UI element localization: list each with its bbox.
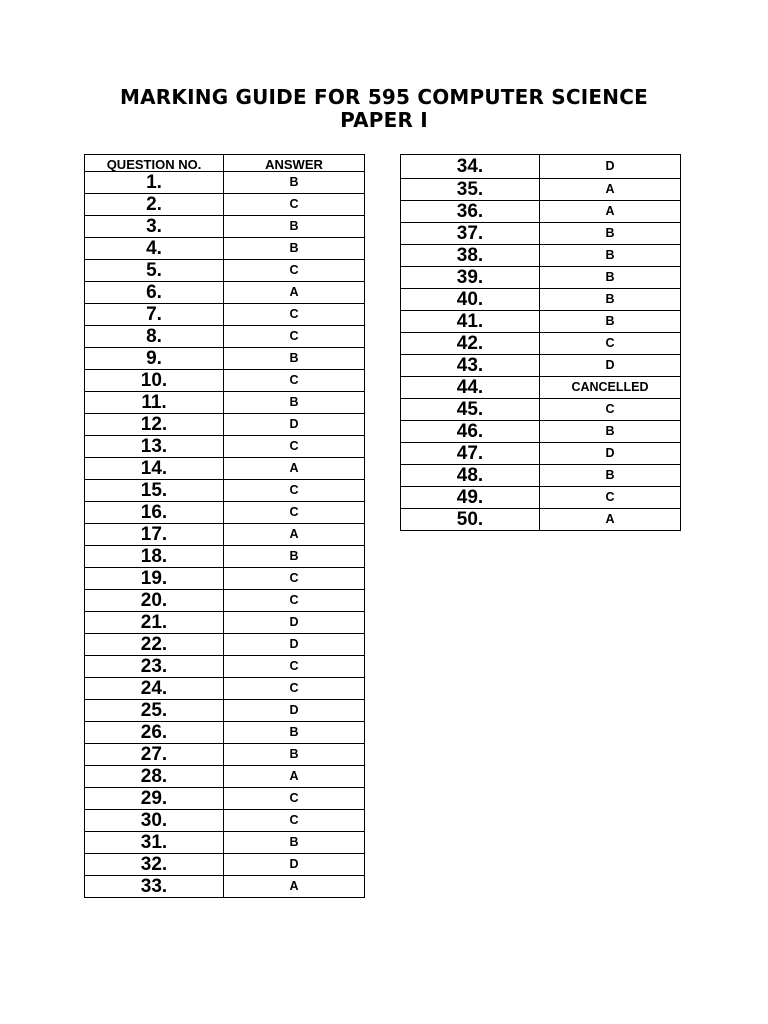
question-number: 24.: [85, 678, 224, 700]
answer-cell: B: [224, 172, 365, 194]
question-number: 17.: [85, 524, 224, 546]
table-row: [85, 348, 365, 370]
answer-cell: B: [224, 832, 365, 854]
answer-cell: B: [540, 465, 681, 487]
table-row: [85, 854, 365, 876]
table-row: [85, 480, 365, 502]
answer-cell: B: [540, 289, 681, 311]
question-number: 20.: [85, 590, 224, 612]
question-number: 28.: [85, 766, 224, 788]
table-row: [401, 333, 681, 355]
table-row: [85, 744, 365, 766]
table-row: [85, 392, 365, 414]
table-row: [401, 377, 681, 399]
answer-cell: D: [540, 155, 681, 179]
table-row: [401, 443, 681, 465]
table-row: [85, 634, 365, 656]
question-number: 12.: [85, 414, 224, 436]
answer-cell: A: [540, 509, 681, 531]
question-number: 45.: [401, 399, 540, 421]
answer-cell: A: [224, 524, 365, 546]
table-row: [85, 568, 365, 590]
answer-cell: D: [540, 355, 681, 377]
table-row: [401, 465, 681, 487]
table-row: [85, 260, 365, 282]
answer-cell: C: [224, 304, 365, 326]
answer-cell: D: [224, 700, 365, 722]
answer-cell: B: [540, 267, 681, 289]
question-number: 31.: [85, 832, 224, 854]
answer-cell: D: [224, 634, 365, 656]
question-number: 37.: [401, 223, 540, 245]
table-row: [85, 832, 365, 854]
question-number: 26.: [85, 722, 224, 744]
question-number: 21.: [85, 612, 224, 634]
question-number: 19.: [85, 568, 224, 590]
answer-cell: B: [540, 245, 681, 267]
table-row: [85, 194, 365, 216]
question-number: 22.: [85, 634, 224, 656]
header-row: [85, 155, 365, 172]
answer-cell: A: [540, 201, 681, 223]
answer-cell: B: [224, 216, 365, 238]
answer-cell: C: [224, 326, 365, 348]
answer-cell: B: [224, 722, 365, 744]
table-row: [401, 399, 681, 421]
question-number: 46.: [401, 421, 540, 443]
answer-cell: C: [224, 260, 365, 282]
table-row: [85, 810, 365, 832]
answer-cell: C: [540, 487, 681, 509]
question-number: 41.: [401, 311, 540, 333]
answer-cell: C: [224, 678, 365, 700]
table-row: [85, 546, 365, 568]
document-title: [0, 86, 768, 132]
answer-cell: A: [224, 282, 365, 304]
answer-cell: C: [224, 568, 365, 590]
question-number: 9.: [85, 348, 224, 370]
question-number: 11.: [85, 392, 224, 414]
answer-cell: A: [224, 766, 365, 788]
question-number: 50.: [401, 509, 540, 531]
table-row: [85, 700, 365, 722]
question-number: 33.: [85, 876, 224, 898]
question-number: 14.: [85, 458, 224, 480]
question-number: 29.: [85, 788, 224, 810]
title-line-2: PAPER I: [340, 108, 428, 132]
question-number: 44.: [401, 377, 540, 399]
question-number: 23.: [85, 656, 224, 678]
table-row: [85, 788, 365, 810]
question-number: 6.: [85, 282, 224, 304]
question-number: 3.: [85, 216, 224, 238]
answer-cell: D: [540, 443, 681, 465]
question-number: 25.: [85, 700, 224, 722]
question-number: 13.: [85, 436, 224, 458]
question-number: 43.: [401, 355, 540, 377]
question-number: 15.: [85, 480, 224, 502]
answer-cell: C: [540, 399, 681, 421]
answer-cell: B: [224, 238, 365, 260]
answer-cell: C: [540, 333, 681, 355]
answer-cell: D: [224, 612, 365, 634]
table-row: [85, 656, 365, 678]
table-row: [401, 245, 681, 267]
answer-cell: C: [224, 370, 365, 392]
table-row: [85, 238, 365, 260]
answer-header: ANSWER: [224, 155, 365, 172]
question-number: 34.: [401, 155, 540, 179]
question-number: 32.: [85, 854, 224, 876]
answer-cell: B: [540, 311, 681, 333]
table-row: [401, 155, 681, 179]
answer-cell: B: [224, 546, 365, 568]
table-row: [401, 355, 681, 377]
question-number: 16.: [85, 502, 224, 524]
answer-cell: B: [224, 744, 365, 766]
table-row: [85, 172, 365, 194]
answer-table-left: [84, 154, 365, 898]
answer-cell: C: [224, 590, 365, 612]
title-line-1: MARKING GUIDE FOR 595 COMPUTER SCIENCE: [120, 85, 648, 109]
answer-cell: B: [540, 421, 681, 443]
question-number: 39.: [401, 267, 540, 289]
table-row: [85, 370, 365, 392]
table-row: [85, 414, 365, 436]
table-row: [401, 179, 681, 201]
table-row: [401, 223, 681, 245]
answer-table-right: [400, 154, 681, 531]
answer-cell: A: [224, 876, 365, 898]
table-row: [401, 267, 681, 289]
question-number: 38.: [401, 245, 540, 267]
question-number: 7.: [85, 304, 224, 326]
table-row: [85, 304, 365, 326]
answer-cell: D: [224, 854, 365, 876]
table-row: [85, 678, 365, 700]
question-number-header: QUESTION NO.: [85, 155, 224, 172]
answer-cell: A: [540, 179, 681, 201]
question-number: 10.: [85, 370, 224, 392]
answer-cell: B: [540, 223, 681, 245]
table-row: [85, 282, 365, 304]
answer-cell: B: [224, 392, 365, 414]
table-row: [85, 216, 365, 238]
table-row: [401, 509, 681, 531]
question-number: 8.: [85, 326, 224, 348]
answer-cell: CANCELLED: [540, 377, 681, 399]
answer-cell: C: [224, 480, 365, 502]
table-row: [85, 590, 365, 612]
question-number: 40.: [401, 289, 540, 311]
question-number: 47.: [401, 443, 540, 465]
table-row: [85, 876, 365, 898]
table-row: [85, 524, 365, 546]
table-row: [85, 326, 365, 348]
table-row: [85, 436, 365, 458]
question-number: 36.: [401, 201, 540, 223]
question-number: 49.: [401, 487, 540, 509]
answer-cell: C: [224, 194, 365, 216]
question-number: 1.: [85, 172, 224, 194]
answer-cell: B: [224, 348, 365, 370]
table-row: [85, 722, 365, 744]
question-number: 2.: [85, 194, 224, 216]
question-number: 4.: [85, 238, 224, 260]
table-row: [85, 502, 365, 524]
answer-cell: C: [224, 788, 365, 810]
table-row: [401, 201, 681, 223]
table-row: [401, 421, 681, 443]
question-number: 30.: [85, 810, 224, 832]
question-number: 18.: [85, 546, 224, 568]
answer-cell: A: [224, 458, 365, 480]
answer-cell: C: [224, 436, 365, 458]
table-row: [401, 289, 681, 311]
table-row: [401, 311, 681, 333]
table-row: [85, 612, 365, 634]
question-number: 27.: [85, 744, 224, 766]
table-row: [85, 766, 365, 788]
answer-cell: D: [224, 414, 365, 436]
question-number: 48.: [401, 465, 540, 487]
question-number: 42.: [401, 333, 540, 355]
table-row: [401, 487, 681, 509]
answer-cell: C: [224, 502, 365, 524]
table-row: [85, 458, 365, 480]
question-number: 35.: [401, 179, 540, 201]
answer-cell: C: [224, 810, 365, 832]
answer-cell: C: [224, 656, 365, 678]
question-number: 5.: [85, 260, 224, 282]
